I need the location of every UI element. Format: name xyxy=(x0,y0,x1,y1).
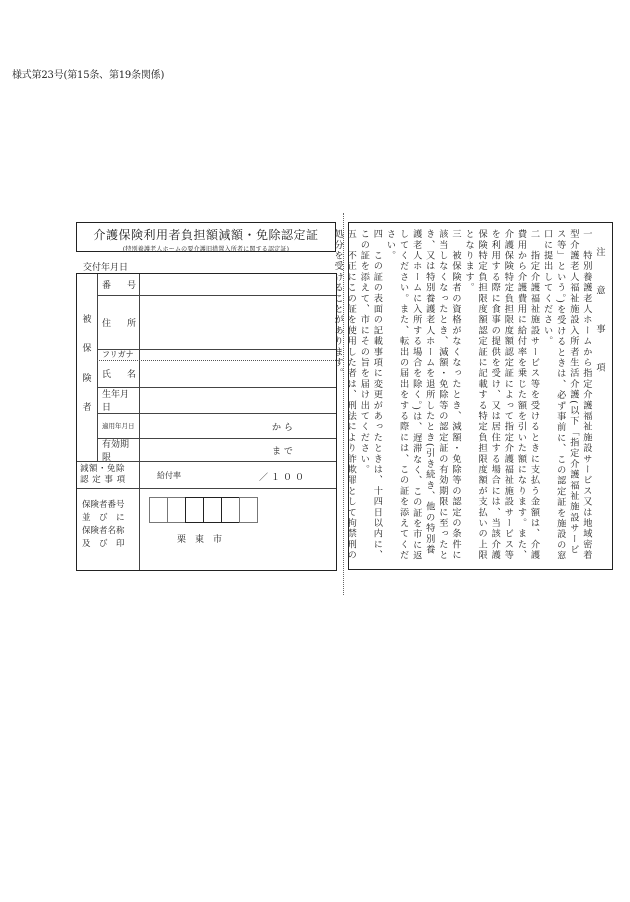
note-item: 三 被保険者の資格がなくなったとき、減額・免除等の認定の条件に該当しなくなったとき、減額・免除等の認定証の有効期限に至ったとき、又は特別養護老人ホームを退所したとき(引き続き、他の特別養護老人ホームに入所する場合を除く。)は、遅滞なく、この証を市に返してください。また、転出の届出をする際には、この証を添えてください。 xyxy=(384,229,461,562)
notes-box xyxy=(332,222,613,570)
insurer-number-digit[interactable] xyxy=(239,497,258,523)
note-item: 二 指定介護福祉施設サービス等を受けるときに支払う金額は、介護費用から介護費用に給付率を乗じた額を引いた額になります。また、介護保険特定負担限度額認定証によって指定介護福祉施設サービス等を利用する際に食事の提供を受け、又は居住する場合には、当該介護保険特定負担限度額認定証に記載する特定負担限度額が支払いの上限となります。 xyxy=(463,229,540,561)
certificate-subtitle: (特別養護老人ホームの要介護旧措置入所者に関する認定証) xyxy=(122,246,290,253)
number-field[interactable] xyxy=(140,274,335,295)
form-number: 様式第23号(第15条、第19条関係) xyxy=(12,70,165,81)
insurer-number-digit[interactable] xyxy=(203,497,222,523)
certificate-title: 介護保険利用者負担額減額・免除認定証 xyxy=(93,228,319,242)
note-item: 四 この証の表面の記載事項に変更があったときは、十四日以内に、この証を添えて、市にその旨を届け出てください。 xyxy=(358,229,383,561)
expiry-date-suffix: ま で xyxy=(272,447,293,457)
certificate-title-box xyxy=(76,222,336,252)
name-field[interactable] xyxy=(140,360,335,387)
note-item: 五 不正にこの証を使用した者は、刑法により詐欺罪として拘禁刑の処分を受けることがあります。 xyxy=(332,229,357,561)
divider xyxy=(77,461,336,462)
notes-title: 注 意 事 項 xyxy=(594,247,605,382)
certificate-table xyxy=(76,273,337,571)
insurer-number-digit[interactable] xyxy=(149,497,168,523)
insured-char: 者 xyxy=(82,402,92,413)
birth-date-label: 生年月日 xyxy=(102,390,130,413)
applicable-date-suffix: か ら xyxy=(272,423,293,433)
reduction-label: 減額・免除 認 定 事 項 xyxy=(80,464,126,485)
insured-char: 被 xyxy=(82,315,92,326)
notes-text xyxy=(332,229,606,563)
name-label: 氏 名 xyxy=(102,370,136,380)
note-item: 一 特別養護老人ホームから指定介護福祉施設サービス又は地域密着型介護老人福祉施設入所者生活介護(以下「指定介護福祉施設サービス等」という。)を受けるときは、必ず事前に、この認定証を施設の窓口に提出してください。 xyxy=(541,229,592,562)
insurer-number-digit[interactable] xyxy=(185,497,204,523)
address-field[interactable] xyxy=(140,295,335,349)
insurer-name: 栗 東 市 xyxy=(177,535,223,545)
birth-date-field[interactable] xyxy=(140,387,335,413)
furigana-field[interactable] xyxy=(140,349,335,360)
insurer-number-digit[interactable] xyxy=(167,497,186,523)
divider xyxy=(97,274,98,461)
insured-char: 保 xyxy=(82,344,92,355)
benefit-rate-field[interactable]: ／１００ xyxy=(259,473,308,483)
insurer-number-digit[interactable] xyxy=(221,497,240,523)
insurer-number-boxes xyxy=(150,497,258,523)
benefit-rate-label: 給付率 xyxy=(157,471,181,480)
insured-person-group-label xyxy=(77,274,97,461)
issue-date-label: 交付年月日 xyxy=(83,263,129,273)
divider xyxy=(77,488,336,489)
furigana-label: フリガナ xyxy=(102,350,134,359)
insurer-label: 保険者番号 並 び に 保険者名称 及 び 印 xyxy=(82,500,125,549)
number-label: 番 号 xyxy=(102,281,136,291)
expiry-date-label: 有効期限 xyxy=(102,439,130,463)
applicable-date-label: 適用年月日 xyxy=(102,422,135,430)
address-label: 住 所 xyxy=(102,318,136,329)
insured-char: 険 xyxy=(82,373,92,384)
